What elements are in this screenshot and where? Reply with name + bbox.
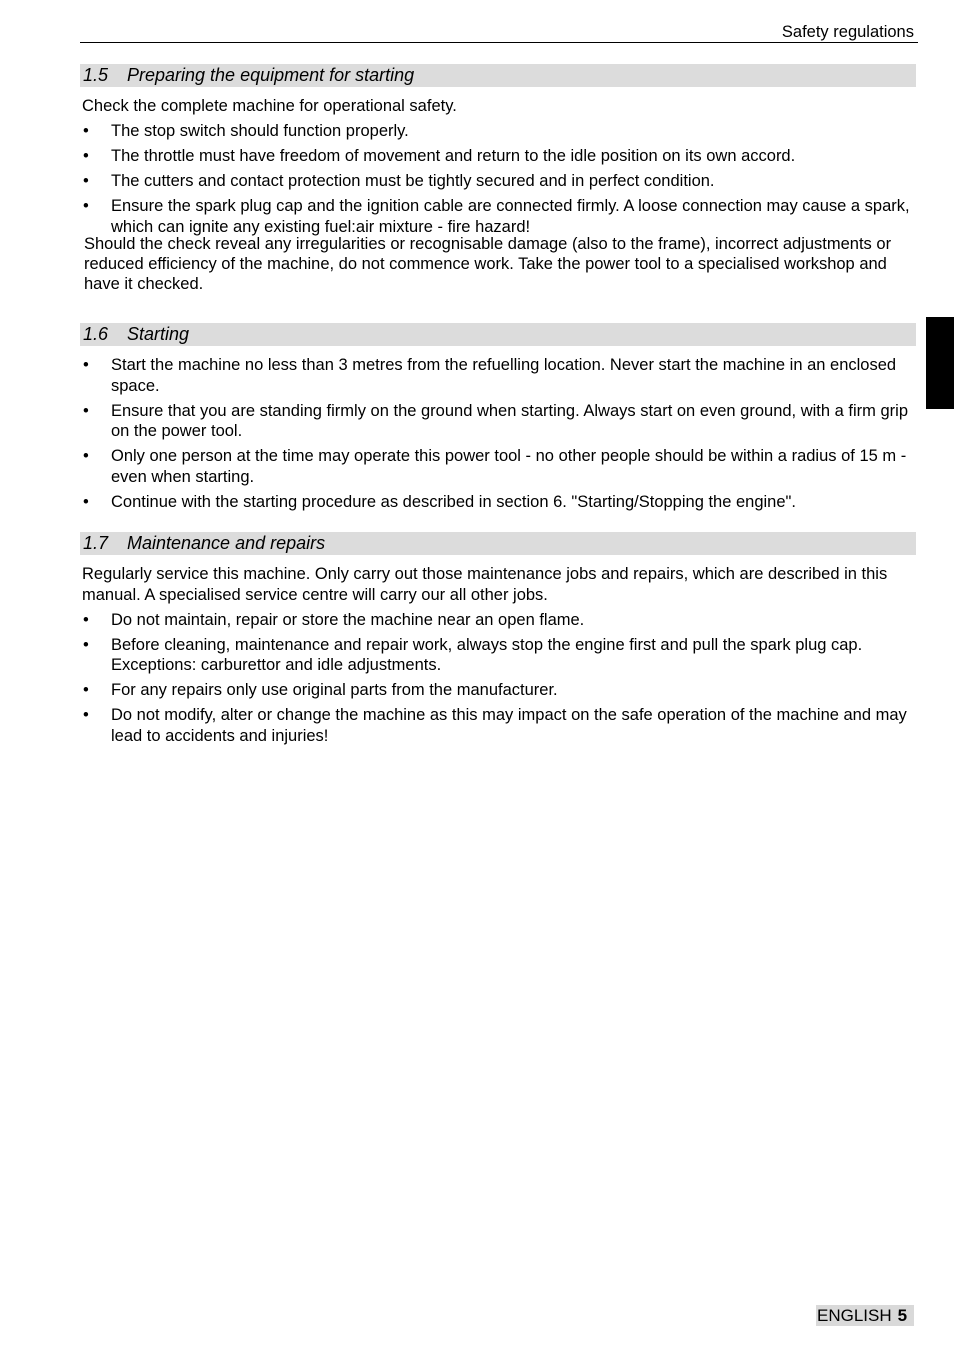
list-item-text: Ensure the spark plug cap and the ignition cable are connected firmly. A loose connection may cause a spark, which can ignite any existing fuel:air mixture - fire hazard! [111,197,910,236]
section-heading [80,323,916,346]
list-item [80,355,916,396]
section-1-7 [80,532,916,746]
list-item-text: The stop switch should function properly. [111,122,409,140]
list-item [80,196,916,237]
bullet-icon: • [83,492,89,511]
list-item [80,401,916,442]
list-item-text: The cutters and contact protection must be tightly secured and in perfect condition. [111,172,715,190]
bullet-icon: • [83,197,89,215]
list-item [80,146,916,167]
bullet-list [80,121,916,237]
bullet-list [80,610,916,747]
section-heading [80,532,916,555]
list-item-text: The throttle must have freedom of movement and return to the idle position on its own accord. [111,147,796,165]
bullet-icon: • [83,172,89,190]
list-item-text: Continue with the starting procedure as described in section 6. "Starting/Stopping the engine". [111,492,796,511]
section-intro: Check the complete machine for operational safety. [82,97,457,115]
page-number: 5 [897,1306,908,1325]
list-item [80,446,916,487]
section-intro: Regularly service this machine. Only carry out those maintenance jobs and repairs, which are described in this manual. A specialised service centre will carry our all other jobs. [82,565,888,604]
list-item-text: Before cleaning, maintenance and repair work, always stop the engine first and pull the spark plug cap. Exceptions: carburettor and idle adjustments. [111,635,863,674]
running-header: Safety regulations [80,22,918,43]
bullet-icon: • [83,147,89,165]
section-1-5 [80,64,916,294]
bullet-icon: • [83,356,89,374]
list-item-text: Do not maintain, repair or store the machine near an open flame. [111,610,585,629]
list-item-text: Ensure that you are standing firmly on the ground when starting. Always start on even ground, with a firm grip on the power tool. [111,401,909,440]
chapter-thumb-tab [926,317,954,409]
list-item [80,121,916,142]
list-item [80,492,916,513]
list-item-text: Do not modify, alter or change the machine as this may impact on the safe operation of the machine and may lead to accidents and injuries! [111,706,907,745]
bullet-list [80,355,916,512]
bullet-icon: • [83,401,89,420]
section-title: Starting [127,324,190,344]
list-item [80,610,916,631]
list-item-text: Only one person at the time may operate this power tool - no other people should be within a radius of 15 m - even when starting. [111,447,907,486]
list-item [80,680,916,701]
page-footer [816,1305,914,1326]
list-item-text: Start the machine no less than 3 metres from the refuelling location. Never start the machine in an enclosed space. [111,356,897,395]
bullet-icon: • [83,122,89,140]
section-title: Preparing the equipment for starting [127,65,415,85]
bullet-icon: • [83,681,89,699]
footer-language: ENGLISH [817,1306,892,1325]
section-title: Maintenance and repairs [127,533,326,553]
list-item [80,171,916,192]
section-heading [80,64,916,87]
bullet-icon: • [83,635,89,654]
list-item [80,635,916,676]
list-item-text: For any repairs only use original parts from the manufacturer. [111,681,558,699]
bullet-icon: • [83,447,89,465]
section-outro: Should the check reveal any irregularities or recognisable damage (also to the frame), incorrect adjustments or reduced efficiency of the machine, do not commence work. Take the power tool to a specialised workshop and have it checked. [84,235,892,293]
bullet-icon: • [83,706,89,724]
section-number: 1.5 [83,65,109,85]
section-1-6 [80,323,916,512]
bullet-icon: • [83,610,89,629]
section-number: 1.7 [83,533,109,553]
list-item [80,705,916,746]
section-number: 1.6 [83,324,109,344]
